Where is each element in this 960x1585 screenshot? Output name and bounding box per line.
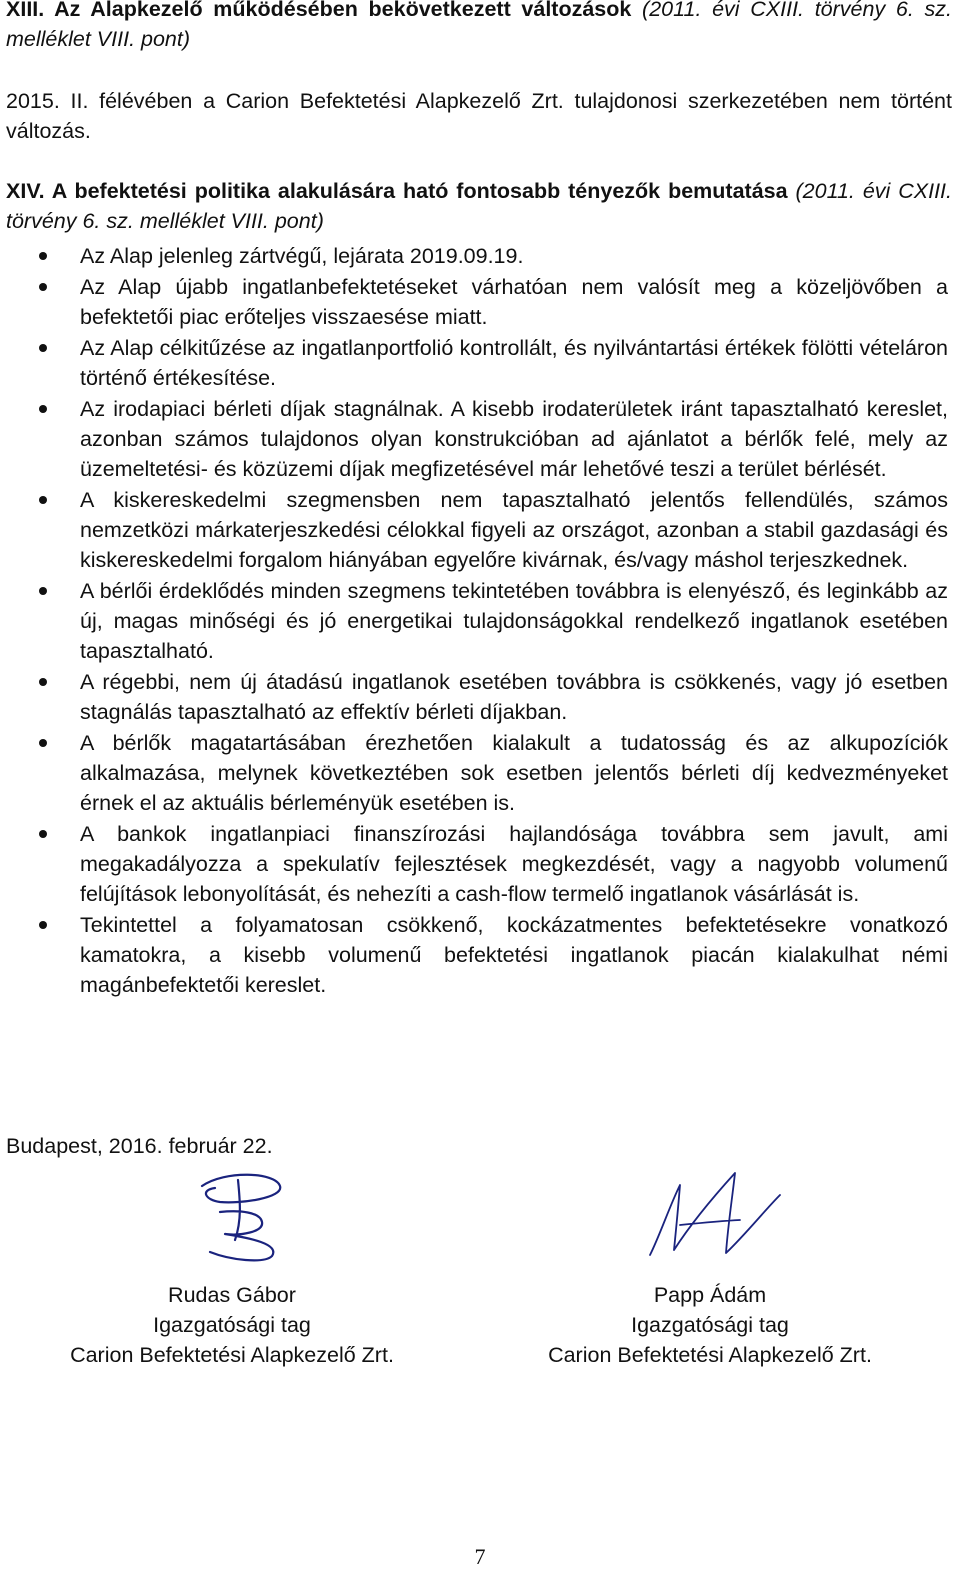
bullet-item <box>0 241 948 271</box>
signatory-role: Igazgatósági tag <box>631 1313 789 1337</box>
signatory-company: Carion Befektetési Alapkezelő Zrt. <box>70 1343 394 1367</box>
signatory-company: Carion Befektetési Alapkezelő Zrt. <box>548 1343 872 1367</box>
bullet-text: A bérlői érdeklődés minden szegmens tekintetében továbbra is elenyésző, és leginkább az új, magas minőségi és jó energetikai tulajdonságokkal rendelkező ingatlanok esetében tapasztalható. <box>80 579 948 663</box>
bullet-text: A kiskereskedelmi szegmensben nem tapasztalható jelentős fellendülés, számos nemzetközi márkaterjeszkedési célokkal figyeli az országot, azonban a stabil gazdasági és kiskereskedelmi forgalom hiányában egyelőre kivárnak, és/vagy máshol terjeszkednek. <box>80 488 948 572</box>
bullet-icon <box>39 739 47 747</box>
bullet-icon <box>39 252 47 260</box>
place-date: Budapest, 2016. február 22. <box>6 1134 273 1158</box>
bullet-item <box>0 819 948 909</box>
bullet-text: Az Alap újabb ingatlanbefektetéseket várhatóan nem valósít meg a közeljövőben a befektetői piac erőteljes visszaesése miatt. <box>80 275 948 329</box>
bullet-item <box>0 485 948 575</box>
bullet-text: Tekintettel a folyamatosan csökkenő, kockázatmentes befektetésekre vonatkozó kamatokra, a kisebb volumenű befektetési ingatlanok piacán kialakulhat némi magánbefektetői kereslet. <box>80 913 948 997</box>
factor-bullet-list <box>0 241 960 1001</box>
signatory-name: Papp Ádám <box>653 1283 767 1307</box>
signature-papp-adam-icon <box>640 1165 790 1270</box>
signature-rudas-gabor-icon <box>180 1160 300 1270</box>
bullet-item <box>0 667 948 727</box>
signatory-block-right <box>490 1280 930 1370</box>
bullet-icon <box>39 344 47 352</box>
section-xiv-title: XIV. A befektetési politika alakulására ható fontosabb tényezők bemutatása <box>6 179 788 203</box>
section-xiii-body: 2015. II. félévében a Carion Befektetési Alapkezelő Zrt. tulajdonosi szerkezetében nem történt változás. <box>6 89 952 143</box>
bullet-icon <box>39 587 47 595</box>
signatory-block-left <box>12 1280 452 1370</box>
bullet-icon <box>39 496 47 504</box>
section-xiv-reference: (2011. évi CXIII. törvény 6. sz. melléklet VIII. pont) <box>6 179 952 233</box>
section-xiii-title: XIII. Az Alapkezelő működésében bekövetkezett változások <box>6 0 632 21</box>
bullet-item <box>0 394 948 484</box>
bullet-item <box>0 728 948 818</box>
bullet-text: Az Alap célkitűzése az ingatlanportfolió kontrollált, és nyilvántartási értékek fölötti vételáron történő értékesítése. <box>80 336 948 390</box>
bullet-text: Az Alap jelenleg zártvégű, lejárata 2019.09.19. <box>80 244 524 268</box>
bullet-item <box>0 272 948 332</box>
bullet-icon <box>39 921 47 929</box>
signatory-role: Igazgatósági tag <box>153 1313 311 1337</box>
section-xiii-heading <box>6 0 952 54</box>
bullet-icon <box>39 283 47 291</box>
bullet-text: A bérlők magatartásában érezhetően kialakult a tudatosság és az alkupozíciók alkalmazása, melynek következtében sok esetben jelentős bérleti díj kedvezményeket érnek el az aktuális bérleményük esetében is. <box>80 731 948 815</box>
bullet-text: Az irodapiaci bérleti díjak stagnálnak. A kisebb irodaterületek iránt tapasztalható kereslet, azonban számos tulajdonos olyan konstrukcióban ad ajánlatot a bérlők felé, mely az üzemeltetési- és közüzemi díjak megfizetésével már lehetővé teszi a terület bérlését. <box>80 397 948 481</box>
bullet-icon <box>39 830 47 838</box>
section-xiv-heading <box>6 176 952 236</box>
signatory-name: Rudas Gábor <box>168 1283 296 1307</box>
bullet-item <box>0 910 948 1000</box>
bullet-item <box>0 333 948 393</box>
section-xiii-reference: (2011. évi CXIII. törvény 6. sz. melléklet VIII. pont) <box>6 0 952 51</box>
bullet-icon <box>39 678 47 686</box>
page-number: 7 <box>474 1544 486 1569</box>
bullet-icon <box>39 405 47 413</box>
bullet-item <box>0 576 948 666</box>
bullet-text: A régebbi, nem új átadású ingatlanok esetében továbbra is csökkenés, vagy jó esetben stagnálás tapasztalható az effektív bérleti díjakban. <box>80 670 948 724</box>
bullet-text: A bankok ingatlanpiaci finanszírozási hajlandósága továbbra sem javult, ami megakadályozza a spekulatív fejlesztések megkezdését, vagy a nagyobb volumenű felújítások lebonyolítását, és nehezíti a cash-flow termelő ingatlanok vásárlását is. <box>80 822 948 906</box>
